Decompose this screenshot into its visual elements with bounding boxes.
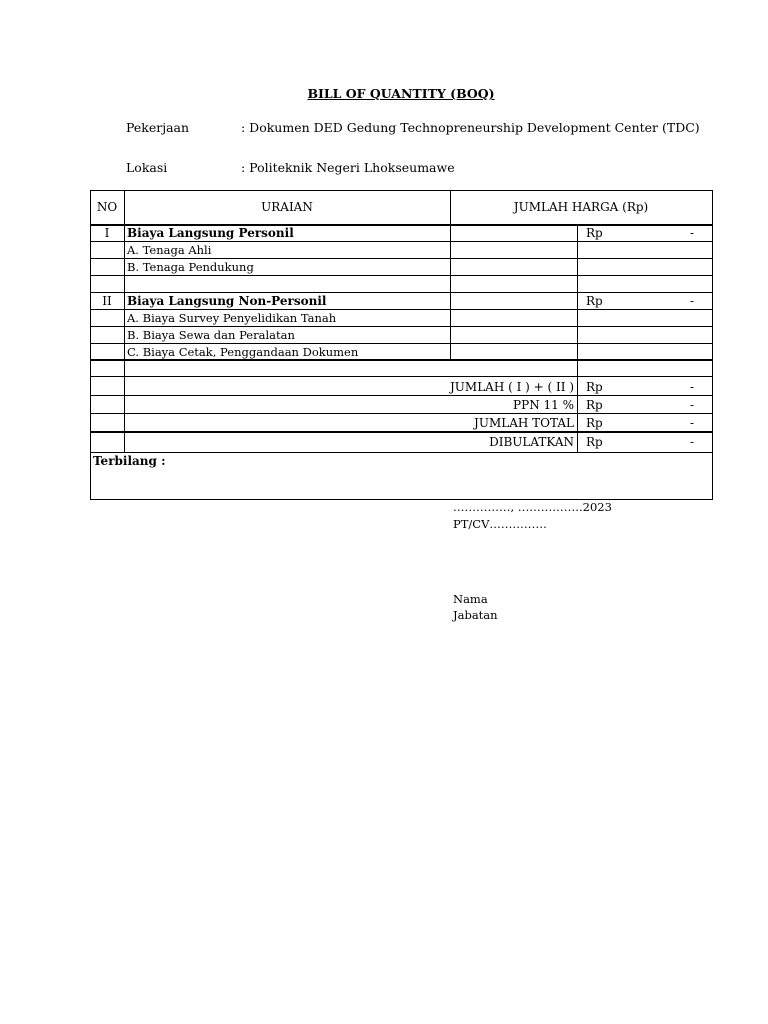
section-item: A. Biaya Survey Penyelidikan Tanah xyxy=(127,311,337,325)
header-no: NO xyxy=(96,200,118,214)
total-label: JUMLAH TOTAL xyxy=(474,416,574,430)
signature-position: Jabatan xyxy=(453,608,498,622)
lokasi-value: : Politeknik Negeri Lhokseumawe xyxy=(241,160,455,175)
section-item: A. Tenaga Ahli xyxy=(127,243,212,257)
pekerjaan-value: : Dokumen DED Gedung Technopreneurship Development Center (TDC) xyxy=(241,120,700,135)
section-item: B. Biaya Sewa dan Peralatan xyxy=(127,328,295,342)
total-label: DIBULATKAN xyxy=(489,435,574,449)
amount-value: - xyxy=(690,398,695,412)
currency-label: Rp xyxy=(586,435,603,449)
currency-label: Rp xyxy=(586,398,603,412)
amount-value: - xyxy=(690,435,695,449)
total-label: JUMLAH ( I ) + ( II ) xyxy=(449,380,574,394)
currency-label: Rp xyxy=(586,226,603,240)
currency-label: Rp xyxy=(586,294,603,308)
amount-value: - xyxy=(690,380,695,394)
currency-label: Rp xyxy=(586,416,603,430)
total-label: PPN 11 % xyxy=(513,398,574,412)
amount-value: - xyxy=(690,226,695,240)
section-title: Biaya Langsung Personil xyxy=(127,226,294,240)
currency-label: Rp xyxy=(586,380,603,394)
section-item: B. Tenaga Pendukung xyxy=(127,260,254,274)
signature-place-date: ……………, ……………..2023 xyxy=(453,500,612,514)
header-jumlah-harga: JUMLAH HARGA (Rp) xyxy=(513,200,649,214)
signature-company: PT/CV…………… xyxy=(453,517,547,531)
amount-value: - xyxy=(690,416,695,430)
amount-value: - xyxy=(690,294,695,308)
header-uraian: URAIAN xyxy=(261,200,313,214)
signature-name: Nama xyxy=(453,592,488,606)
section-item: C. Biaya Cetak, Penggandaan Dokumen xyxy=(127,345,359,359)
section-no: II xyxy=(102,294,112,308)
page-title: BILL OF QUANTITY (BOQ) xyxy=(307,86,495,101)
terbilang-label: Terbilang : xyxy=(93,454,166,468)
lokasi-label: Lokasi xyxy=(126,160,168,175)
pekerjaan-label: Pekerjaan xyxy=(126,120,190,135)
section-no: I xyxy=(104,226,110,240)
section-title: Biaya Langsung Non-Personil xyxy=(127,294,327,308)
